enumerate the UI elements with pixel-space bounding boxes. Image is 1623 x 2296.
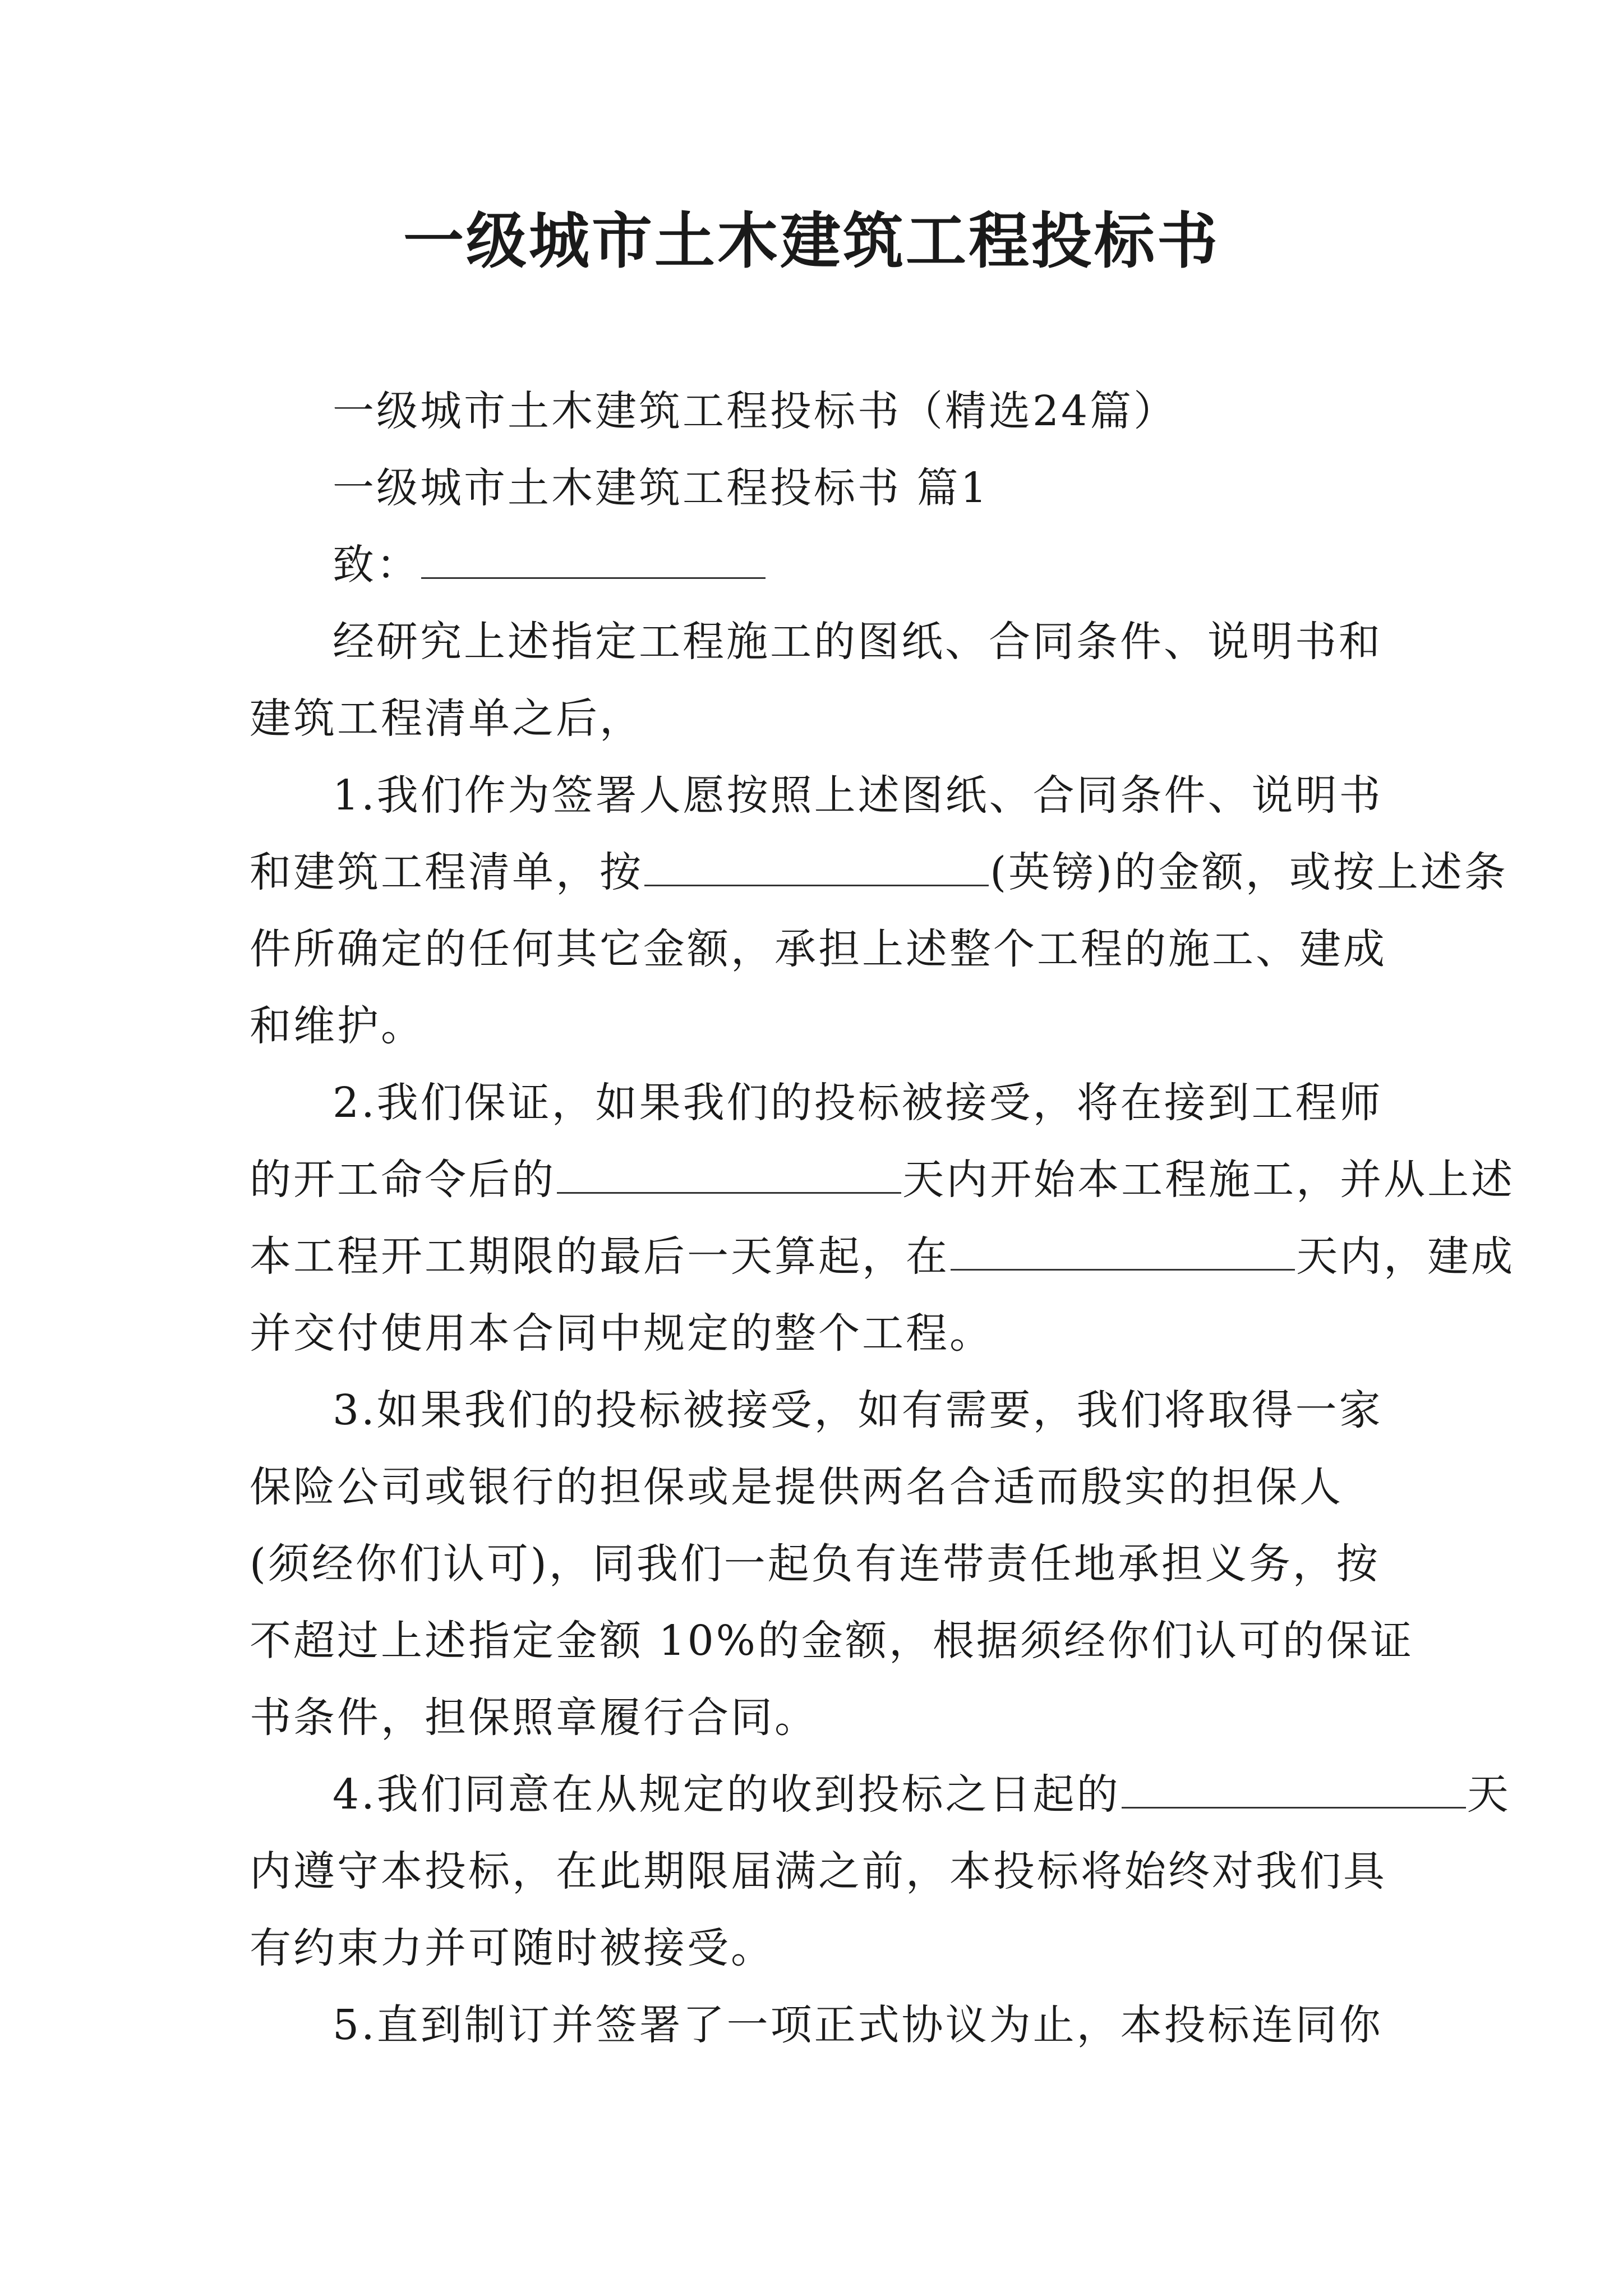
p4-line-1-part-b: 天: [1467, 1770, 1511, 1819]
completion-days-blank: [951, 1231, 1295, 1271]
p2-line-2: [250, 1142, 1515, 1218]
p3-line-1: 3.如果我们的投标被接受，如有需要，我们将取得一家: [333, 1386, 1383, 1434]
p2-line-4: 并交付使用本合同中规定的整个工程。: [250, 1309, 993, 1358]
p4-line-1: [250, 1756, 1511, 1833]
document-body: [250, 373, 1515, 2064]
p1-line-2: [250, 834, 1508, 911]
p2-line-3-part-a: 本工程开工期限的最后一天算起，在: [250, 1232, 949, 1281]
p4-line-2: 内遵守本投标，在此期限届满之前，本投标将始终对我们具: [250, 1847, 1387, 1895]
p2-line-3: [250, 1218, 1515, 1295]
p1-line-3: 件所确定的任何其它金额，承担上述整个工程的施工、建成: [250, 925, 1387, 973]
p2-line-3-part-b: 天内，建成: [1296, 1232, 1515, 1281]
p3-line-5: 书条件，担保照章履行合同。: [250, 1694, 818, 1742]
validity-days-blank: [1122, 1769, 1466, 1809]
p1-line-1: 1.我们作为签署人愿按照上述图纸、合同条件、说明书: [333, 771, 1383, 820]
start-days-blank: [557, 1154, 901, 1194]
addressee-label: 致：: [333, 541, 420, 589]
p3-line-2: 保险公司或银行的担保或是提供两名合适而殷实的担保人: [250, 1463, 1343, 1511]
amount-blank: [644, 847, 989, 886]
p5-line-1: 5.直到制订并签署了一项正式协议为止，本投标连同你: [333, 2001, 1383, 2049]
p1-line-4: 和维护。: [250, 1002, 425, 1050]
p2-line-2-part-b: 天内开始本工程施工，并从上述: [902, 1156, 1515, 1204]
p4-line-1-part-a: 4.我们同意在从规定的收到投标之日起的: [333, 1770, 1121, 1819]
p4-line-3: 有约束力并可随时被接受。: [250, 1924, 774, 1972]
p1-line-2-part-b: (英镑)的金额，或按上述条: [990, 848, 1508, 896]
intro-line-2: 建筑工程清单之后，: [250, 694, 643, 743]
p3-line-4: 不超过上述指定金额 10%的金额，根据须经你们认可的保证: [250, 1617, 1414, 1665]
section-heading: 一级城市土木建筑工程投标书 篇1: [333, 464, 989, 512]
p2-line-2-part-a: 的开工命令后的: [250, 1156, 556, 1204]
addressee-blank: [421, 540, 766, 579]
p1-line-2-part-a: 和建筑工程清单，按: [250, 848, 643, 896]
p2-line-1: 2.我们保证，如果我们的投标被接受，将在接到工程师: [333, 1079, 1383, 1127]
document-title: 一级城市土木建筑工程投标书: [403, 206, 1220, 277]
subtitle: 一级城市土木建筑工程投标书（精选24篇）: [333, 387, 1178, 435]
intro-line-1: 经研究上述指定工程施工的图纸、合同条件、说明书和: [333, 618, 1382, 666]
p3-line-3: (须经你们认可)，同我们一起负有连带责任地承担义务，按: [250, 1540, 1380, 1588]
addressee-line: [250, 527, 1377, 604]
